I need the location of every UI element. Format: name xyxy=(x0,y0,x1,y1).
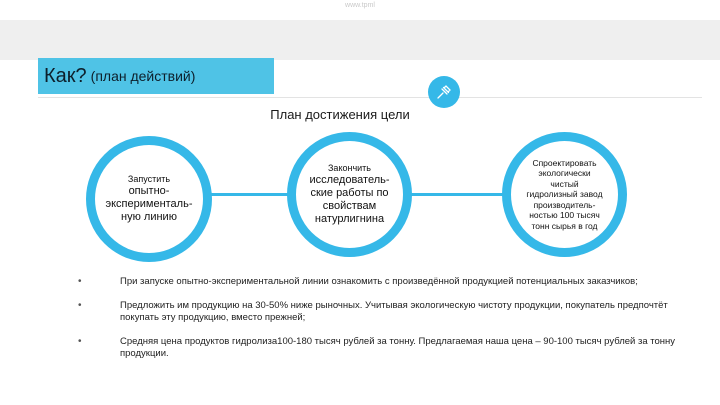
step-1-line-3: эксперименталь- xyxy=(105,198,193,210)
step-1-line-2: опытно- xyxy=(128,185,170,197)
step-3-line-5: производитель- xyxy=(533,199,596,210)
bullet-item xyxy=(78,336,698,360)
step-circle-1 xyxy=(86,136,212,262)
bullet-marker: • xyxy=(78,276,82,287)
step-2-line-3: ские работы по xyxy=(310,187,389,199)
title-divider xyxy=(38,97,702,98)
step-1-line-1: Запустить xyxy=(127,174,171,184)
bullet-text: Предложить им продукцию на 30-50% ниже рыночных. Учитывая экологическую чистоту продукции, покупатель предпочтёт покупать эту продукцию, вместо прежней; xyxy=(120,300,668,323)
bullet-item xyxy=(78,276,698,288)
watermark: www.tpml xyxy=(345,2,375,9)
step-3-line-7: тонн сырья в год xyxy=(531,220,598,231)
pushpin-icon xyxy=(428,76,460,108)
step-circle-3 xyxy=(502,132,627,257)
bullet-marker: • xyxy=(78,336,82,347)
step-2-line-1: Закончить xyxy=(328,163,371,173)
step-1-line-4: ную линию xyxy=(121,211,177,223)
step-3-line-6: ностью 100 тысяч xyxy=(529,210,600,221)
step-2-line-2: исследователь- xyxy=(309,174,390,186)
step-2-line-5: натурлигнина xyxy=(314,213,385,225)
bullet-marker: • xyxy=(78,300,82,311)
step-circle-2 xyxy=(287,132,412,257)
top-band xyxy=(0,0,720,20)
slide-title-sub: (план действий) xyxy=(90,68,196,84)
header-band xyxy=(0,20,720,60)
bullet-text: При запуске опытно-экспериментальной линии ознакомить с произведённой продукцией потенциальных заказчиков; xyxy=(120,276,638,287)
slide-title xyxy=(38,58,274,94)
slide-title-main: Как? xyxy=(44,64,87,87)
step-3-line-3: чистый xyxy=(550,178,579,189)
step-2-line-4: свойствам xyxy=(322,200,377,212)
bullet-list xyxy=(78,276,698,372)
step-3-line-2: экологически xyxy=(538,168,591,179)
plan-title: План достижения цели xyxy=(270,107,410,122)
bullet-text: Средняя цена продуктов гидролиза100-180 тысяч рублей за тонну. Предлагаемая наша цена – 90-100 тысяч рублей за тонну продукции. xyxy=(120,336,676,359)
step-3-line-4: гидролизный завод xyxy=(526,189,603,200)
bullet-item xyxy=(78,300,698,324)
step-3-line-1: Спроектировать xyxy=(532,157,597,168)
